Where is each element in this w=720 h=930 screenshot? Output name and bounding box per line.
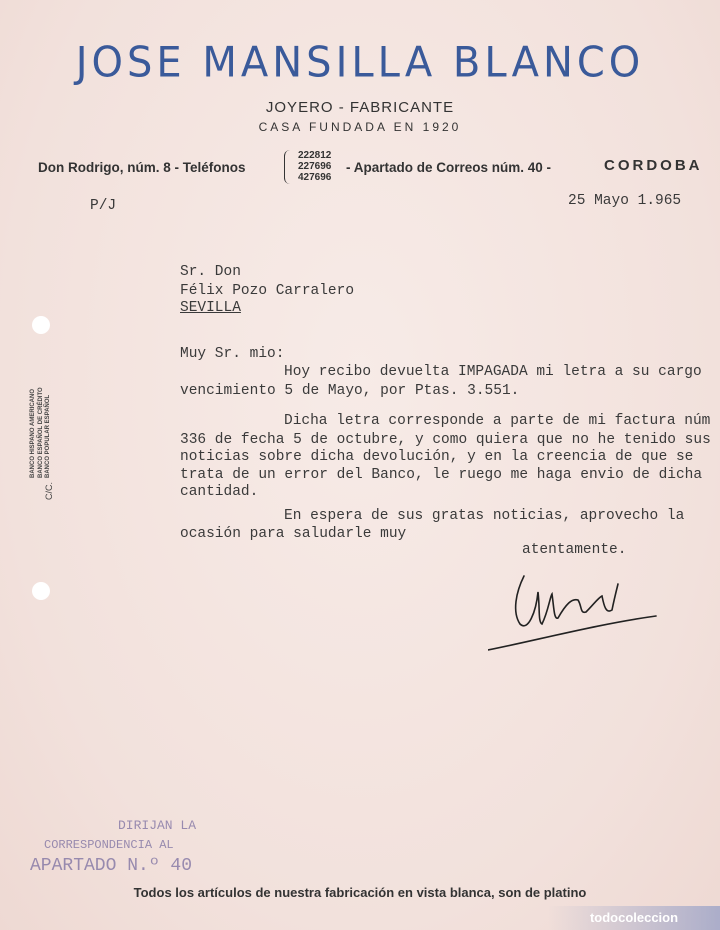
body-line: ocasión para saludarle muy <box>180 526 407 542</box>
city-name: CORDOBA <box>604 157 703 174</box>
phone-number: 222812 <box>298 150 332 161</box>
address-line: Don Rodrigo, núm. 8 - Teléfonos <box>38 160 246 175</box>
recipient-name: Félix Pozo Carralero <box>180 283 355 299</box>
body-line: vencimiento 5 de Mayo, por Ptas. 3.551. <box>180 383 520 399</box>
body-line: 336 de fecha 5 de octubre, y como quiera que no he tenido sus <box>180 432 711 448</box>
phone-list <box>298 150 331 183</box>
footer-note: Todos los artículos de nuestra fabricación en vista blanca, son de platino <box>133 885 587 900</box>
founded-line: CASA FUNDADA EN 1920 <box>258 120 462 134</box>
body-line: En espera de sus gratas noticias, aprovecho la <box>284 508 685 524</box>
body-line: Dicha letra corresponde a parte de mi factura núm <box>284 413 711 429</box>
phone-number: 227696 <box>298 161 332 172</box>
closing: atentamente. <box>522 542 627 558</box>
salutation: Muy Sr. mio: <box>180 346 285 362</box>
phone-brace <box>284 150 293 184</box>
po-box-line: - Apartado de Correos núm. 40 - <box>346 160 552 175</box>
company-name: JOSE MANSILLA BLANCO <box>75 38 645 88</box>
reference: P/J <box>90 198 117 214</box>
recipient-title: Sr. Don <box>180 264 241 280</box>
bank-name: BANCO ESPAÑOL DE CRÉDITO <box>37 387 44 478</box>
stamp-line: APARTADO N.º 40 <box>30 856 193 876</box>
body-line: Hoy recibo devuelta IMPAGADA mi letra a su cargo <box>284 364 702 380</box>
bank-name: BANCO POPULAR ESPAÑOL <box>45 394 51 478</box>
company-subtitle: JOYERO - FABRICANTE <box>265 99 455 116</box>
cc-label: C/C. <box>44 482 54 500</box>
stamp-line: CORRESPONDENCIA AL <box>44 838 174 852</box>
stamp-line: DIRIJAN LA <box>118 818 197 833</box>
punch-hole <box>32 582 50 600</box>
bank-name: BANCO HISPANO AMERICANO <box>30 388 36 478</box>
punch-hole <box>32 316 50 334</box>
letter-date: 25 Mayo 1.965 <box>568 193 682 209</box>
bank-list <box>30 387 53 478</box>
signature-icon <box>488 552 663 657</box>
recipient-city: SEVILLA <box>180 300 241 316</box>
body-line: cantidad. <box>180 484 259 500</box>
watermark-logo: todocoleccion <box>548 906 720 930</box>
phone-number: 427696 <box>298 172 332 183</box>
body-line: trata de un error del Banco, le ruego me haga envio de dicha <box>180 467 703 483</box>
body-line: noticias sobre dicha devolución, y en la creencia de que se <box>180 449 694 465</box>
